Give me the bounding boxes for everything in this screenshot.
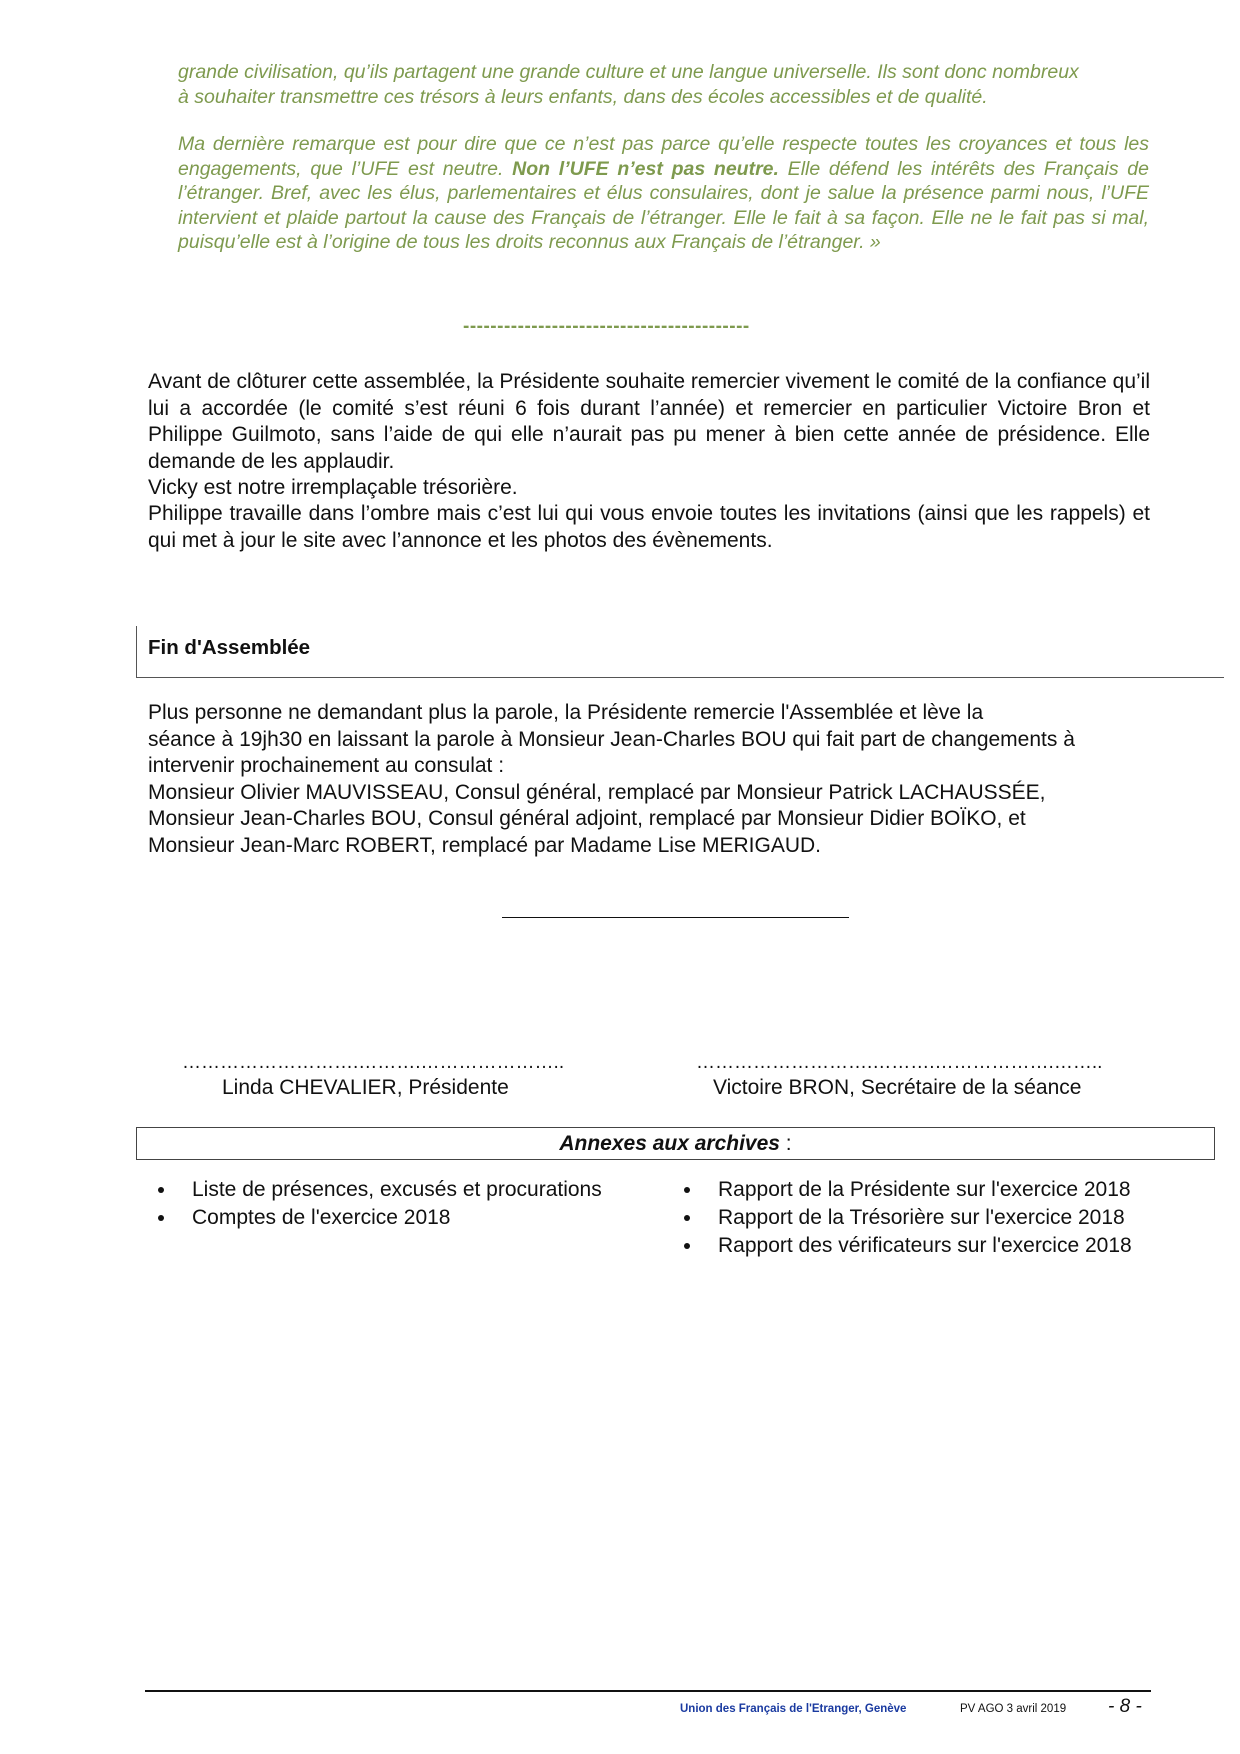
list-item: Liste de présences, excusés et procurations (153, 1176, 602, 1204)
quote-paragraph-1 (178, 60, 1149, 109)
quote-emphasis: Non l’UFE n’est pas neutre. (512, 157, 779, 180)
closing-philippe: Philippe travaille dans l’ombre mais c’est lui qui vous envoie toutes les invitations (ainsi que les rappels) et qui met à jour le site avec l’annonce et les photos des évènements. (148, 502, 1150, 552)
closing-paragraph: Avant de clôturer cette assemblée, la Présidente souhaite remercier vivement le comité de la confiance qu’il lui a accordée (le comité s’est réuni 6 fois durant l’année) et remercier en particulier Victoire Bron et Philippe Guilmoto, sans l’aide de qui elle n’aurait pas pu mener à bien cette année de présidence. Elle demande de les applaudir. (148, 370, 1150, 473)
annexes-title-suffix: : (779, 1132, 792, 1155)
section-line: intervenir prochainement au consulat : (148, 754, 505, 777)
quote-line: grande civilisation, qu’ils partagent une grande culture et une langue universelle. Ils sont donc nombreux (178, 61, 1079, 83)
signature-line-left: ……………………….……….………………….. (182, 1052, 565, 1073)
annexes-list-right (679, 1176, 1132, 1260)
section-title: Fin d'Assemblée (148, 636, 311, 659)
footer-organization: Union des Français de l'Etranger, Genève (680, 1703, 907, 1715)
quote-paragraph-2 (178, 132, 1149, 255)
list-item: Rapport des vérificateurs sur l'exercice 2018 (679, 1232, 1132, 1260)
list-item: Rapport de la Présidente sur l'exercice 2018 (679, 1176, 1132, 1204)
section-line: Monsieur Olivier MAUVISSEAU, Consul général, remplacé par Monsieur Patrick LACHAUSSÉE, (148, 780, 1046, 804)
annexes-title: Annexes aux archives (559, 1132, 780, 1155)
separator-dashes: ------------------------------------------ (463, 316, 750, 337)
section-line: séance à 19jh30 en laissant la parole à Monsieur Jean-Charles BOU qui fait part de changements à (148, 727, 1075, 751)
footer-document-ref: PV AGO 3 avril 2019 (960, 1703, 1067, 1715)
section-line: Monsieur Jean-Charles BOU, Consul général adjoint, remplacé par Monsieur Didier BOÏKO, et (148, 807, 1026, 830)
annexes-list-left (153, 1176, 602, 1232)
bullet-icon (684, 1187, 690, 1193)
footer-rule (145, 1690, 1151, 1692)
end-rule (502, 917, 849, 918)
bullet-icon (684, 1243, 690, 1249)
section-border-left (136, 626, 137, 678)
quote-text: Ma dernière remarque est pour dire que ce n’est pas parce qu’elle respecte toutes les croyances et tous les engagements, que l’UFE est neutre. (178, 133, 1149, 180)
list-item: Comptes de l'exercice 2018 (153, 1204, 602, 1232)
quote-line: à souhaiter transmettre ces trésors à leurs enfants, dans des écoles accessibles et de qualité. (178, 85, 988, 108)
bullet-icon (158, 1187, 164, 1193)
bullet-icon (684, 1215, 690, 1221)
signature-line-right: ……………………….……….……………….…….. (696, 1052, 1103, 1073)
annexes-header (136, 1127, 1215, 1160)
signature-name-right: Victoire BRON, Secrétaire de la séance (713, 1076, 1082, 1099)
page-number: - 8 - (1108, 1696, 1142, 1717)
bullet-icon (158, 1215, 164, 1221)
section-body (148, 700, 1238, 859)
signature-name-left: Linda CHEVALIER, Présidente (222, 1076, 509, 1099)
quote-text: Elle défend les intérêts des Français de l’étranger. Bref, avec les élus, parlementaires et élus consulaires, dont je salue la présence parmi nous, l’UFE intervient et plaide partout la cause des Français de l’étranger. Elle le fait à sa façon. Elle ne le fait pas si mal, puisqu’elle est à l’origine de tous les droits reconnus aux Français de l’étranger. » (178, 157, 1149, 253)
closing-vicky: Vicky est notre irremplaçable trésorière. (148, 476, 518, 499)
section-line: Plus personne ne demandant plus la parole, la Présidente remercie l'Assemblée et lève la (148, 701, 984, 724)
section-border-bottom (136, 677, 1224, 678)
section-line: Monsieur Jean-Marc ROBERT, remplacé par Madame Lise MERIGAUD. (148, 833, 821, 857)
list-item: Rapport de la Trésorière sur l'exercice 2018 (679, 1204, 1132, 1232)
